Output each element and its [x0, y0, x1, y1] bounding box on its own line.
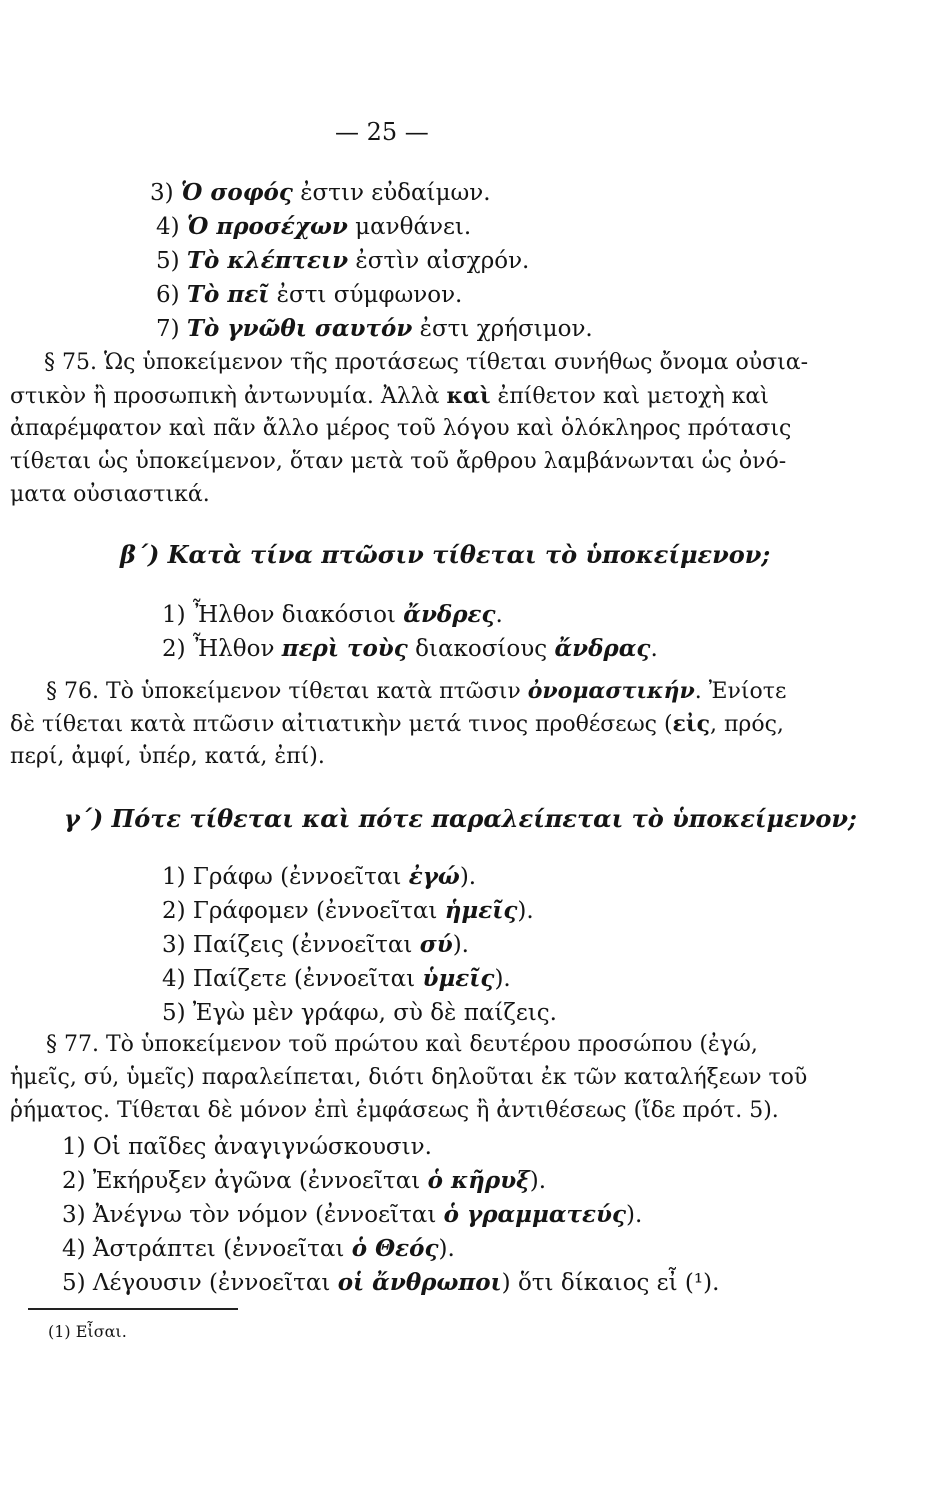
example-d-5: 5) Λέγουσιν (ἐννοεῖται οἱ ἄνθρωποι) ὅτι δίκαιος εἶ (¹).: [62, 1269, 720, 1296]
example-b-1: 1) Ἦλθον διακόσιοι ἄνδρες.: [162, 601, 503, 628]
para75-line5: ματα οὐσιαστικά.: [10, 482, 210, 507]
example-a-7: 7) Τὸ γνῶθι σαυτόν ἐστι χρήσιμον.: [156, 315, 593, 342]
example-a-6: 6) Τὸ πεῖ ἐστι σύμφωνον.: [156, 281, 463, 308]
heading-b: β΄) Κατὰ τίνα πτῶσιν τίθεται τὸ ὑποκείμενον;: [120, 540, 771, 569]
para76-line1: § 76. Τὸ ὑποκείμενον τίθεται κατὰ πτῶσιν ὀνομαστικήν. Ἐνίοτε: [46, 678, 787, 704]
para75-line4: τίθεται ὡς ὑποκείμενον, ὅταν μετὰ τοῦ ἄρθρου λαμβάνωνται ὡς ὀνό-: [10, 449, 787, 474]
para75-line2: στικὸν ἢ προσωπικὴ ἀντωνυμία. Ἀλλὰ καὶ ἐπίθετον καὶ μετοχὴ καὶ: [10, 383, 769, 409]
example-c-3: 3) Παίζεις (ἐννοεῖται σύ).: [162, 931, 469, 958]
example-a-4: 4) Ὁ προσέχων μανθάνει.: [156, 213, 472, 240]
example-c-4: 4) Παίζετε (ἐννοεῖται ὑμεῖς).: [162, 965, 511, 992]
example-d-4: 4) Ἀστράπτει (ἐννοεῖται ὁ Θεός).: [62, 1235, 455, 1262]
example-a-3: 3) Ὁ σοφός ἐστιν εὐδαίμων.: [150, 179, 491, 206]
para75-line1: § 75. Ὡς ὑποκείμενον τῆς προτάσεως τίθεται συνήθως ὄνομα οὐσια-: [44, 350, 809, 375]
para76-line2: δὲ τίθεται κατὰ πτῶσιν αἰτιατικὴν μετά τινος προθέσεως (εἰς, πρός,: [10, 711, 784, 737]
example-c-5: 5) Ἐγὼ μὲν γράφω, σὺ δὲ παίζεις.: [162, 1000, 557, 1026]
para77-line3: ῥήματος. Τίθεται δὲ μόνον ἐπὶ ἐμφάσεως ἢ ἀντιθέσεως (ἴδε πρότ. 5).: [10, 1098, 779, 1123]
example-c-2: 2) Γράφομεν (ἐννοεῖται ἡμεῖς).: [162, 897, 534, 924]
footnote-rule: [28, 1308, 238, 1310]
footnote: (1) Εἶσαι.: [48, 1322, 127, 1341]
example-c-1: 1) Γράφω (ἐννοεῖται ἐγώ).: [162, 863, 477, 890]
para76-line3: περί, ἀμφί, ὑπέρ, κατά, ἐπί).: [10, 744, 325, 769]
example-d-2: 2) Ἐκήρυξεν ἀγῶνα (ἐννοεῖται ὁ κῆρυξ).: [62, 1167, 547, 1194]
example-a-5: 5) Τὸ κλέπτειν ἐστὶν αἰσχρόν.: [156, 247, 530, 274]
heading-c: γ΄) Πότε τίθεται καὶ πότε παραλείπεται τὸ ὑποκείμενον;: [64, 804, 857, 833]
example-b-2: 2) Ἦλθον περὶ τοὺς διακοσίους ἄνδρας.: [162, 635, 658, 662]
para77-line1: § 77. Τὸ ὑποκείμενον τοῦ πρώτου καὶ δευτέρου προσώπου (ἐγώ,: [46, 1032, 758, 1057]
para77-line2: ἡμεῖς, σύ, ὑμεῖς) παραλείπεται, διότι δηλοῦται ἐκ τῶν καταλήξεων τοῦ: [10, 1065, 808, 1090]
para75-line3: ἀπαρέμφατον καὶ πᾶν ἄλλο μέρος τοῦ λόγου καὶ ὁλόκληρος πρότασις: [10, 416, 792, 441]
example-d-1: 1) Οἱ παῖδες ἀναγιγνώσκουσιν.: [62, 1134, 432, 1160]
page-number: — 25 —: [335, 118, 429, 146]
example-d-3: 3) Ἀνέγνω τὸν νόμον (ἐννοεῖται ὁ γραμματεύς).: [62, 1201, 643, 1228]
